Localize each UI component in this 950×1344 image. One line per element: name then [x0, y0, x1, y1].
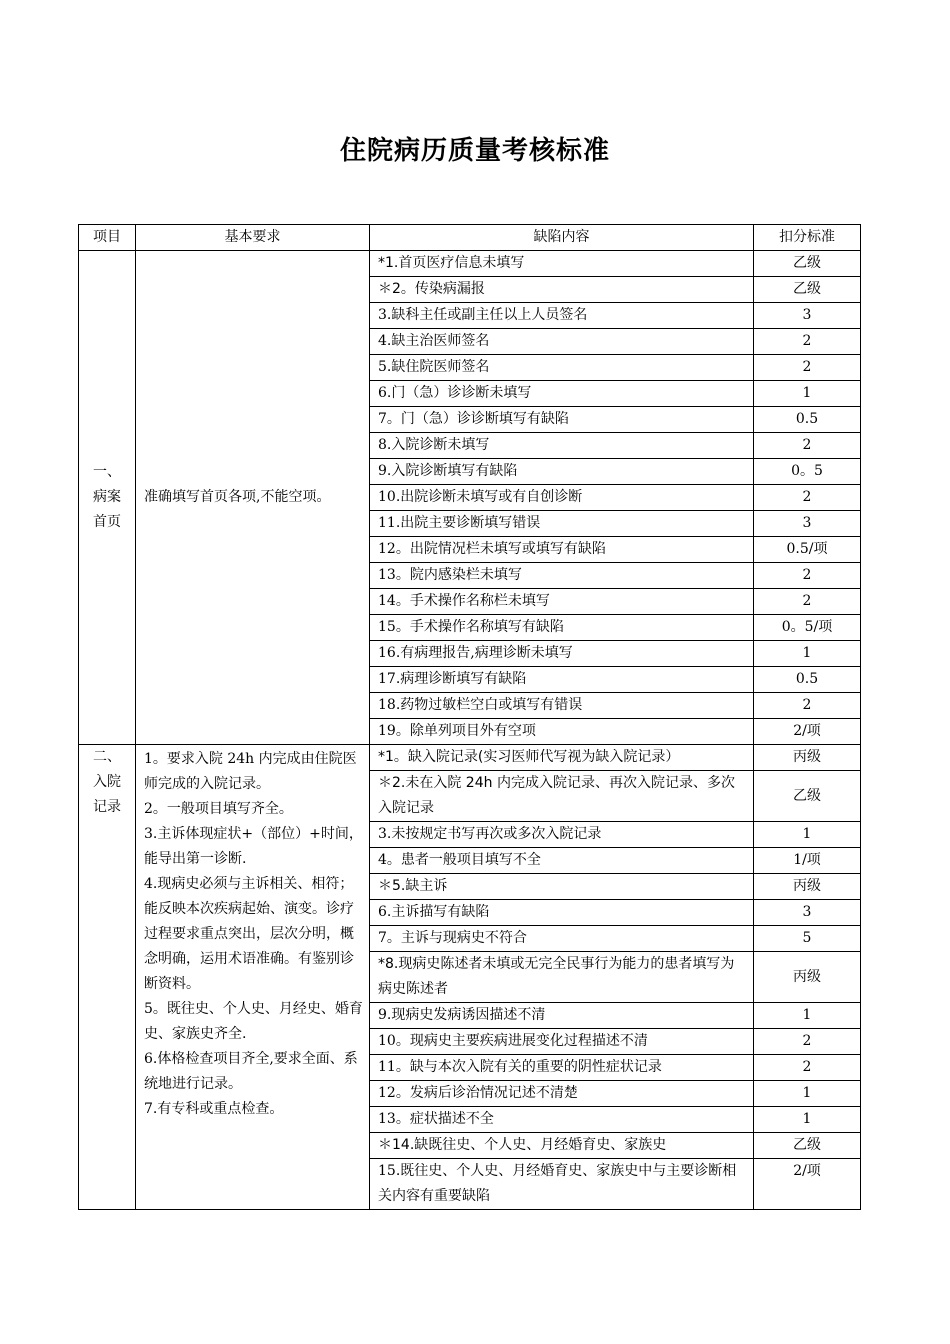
requirement-line: 1。要求入院 24h 内完成由住院医师完成的入院记录。 — [144, 751, 357, 792]
defect-cell: 9.入院诊断填写有缺陷 — [370, 459, 754, 485]
table-header-row — [79, 225, 861, 251]
document-title: 住院病历质量考核标准 — [339, 136, 610, 166]
header-item: 项目 — [79, 225, 136, 251]
requirement-line: 4.现病史必须与主诉相关、相符；能反映本次疾病起始、演变。诊疗过程要求重点突出，层次分明，概念明确，运用术语准确。有鉴别诊断资料。 — [144, 876, 354, 992]
defect-cell: 12。发病后诊治情况记述不清楚 — [370, 1081, 754, 1107]
header-defect: 缺陷内容 — [370, 225, 754, 251]
score-cell: 2 — [754, 693, 861, 719]
section-requirement-cell — [136, 745, 370, 1210]
quality-standard-table — [78, 224, 861, 1210]
defect-cell: 3.未按规定书写再次或多次入院记录 — [370, 822, 754, 848]
defect-cell: *1。缺入院记录(实习医师代写视为缺入院记录） — [370, 745, 754, 771]
defect-cell: 13。院内感染栏未填写 — [370, 563, 754, 589]
requirement-line: 3.主诉体现症状+（部位）+时间，能导出第一诊断. — [144, 826, 363, 867]
defect-cell: 13。症状描述不全 — [370, 1107, 754, 1133]
defect-cell: 5.缺住院医师签名 — [370, 355, 754, 381]
defect-cell: ＊2。传染病漏报 — [370, 277, 754, 303]
defect-cell: *8.现病史陈述者未填或无完全民事行为能力的患者填写为病史陈述者 — [370, 952, 754, 1003]
requirement-text: 准确填写首页各项,不能空项。 — [144, 489, 331, 505]
defect-cell: 15。手术操作名称填写有缺陷 — [370, 615, 754, 641]
score-cell: 0.5 — [754, 407, 861, 433]
section-item-line: 入院 — [93, 774, 121, 790]
section-item-cell — [79, 745, 136, 1210]
defect-cell: 7。门（急）诊诊断填写有缺陷 — [370, 407, 754, 433]
score-cell: 2/项 — [754, 1159, 861, 1210]
score-cell: 1 — [754, 1107, 861, 1133]
table-row — [79, 745, 861, 771]
defect-cell: 12。出院情况栏未填写或填写有缺陷 — [370, 537, 754, 563]
defect-cell: 3.缺科主任或副主任以上人员签名 — [370, 303, 754, 329]
score-cell: 乙级 — [754, 771, 861, 822]
section-item-cell — [79, 251, 136, 745]
requirement-line: 7.有专科或重点检查。 — [144, 1101, 284, 1117]
defect-cell: 6.门（急）诊诊断未填写 — [370, 381, 754, 407]
score-cell: 1 — [754, 1003, 861, 1029]
score-cell: 2 — [754, 485, 861, 511]
section-item-line: 首页 — [93, 514, 121, 530]
section-item-line: 记录 — [93, 799, 121, 815]
defect-cell: 11。缺与本次入院有关的重要的阴性症状记录 — [370, 1055, 754, 1081]
defect-cell: 16.有病理报告,病理诊断未填写 — [370, 641, 754, 667]
score-cell: 3 — [754, 900, 861, 926]
section-requirement-cell — [136, 251, 370, 745]
requirement-line: 2。一般项目填写齐全。 — [144, 801, 293, 817]
defect-cell: 17.病理诊断填写有缺陷 — [370, 667, 754, 693]
score-cell: 2 — [754, 1055, 861, 1081]
defect-cell: 11.出院主要诊断填写错误 — [370, 511, 754, 537]
defect-cell: 8.入院诊断未填写 — [370, 433, 754, 459]
defect-cell: 10.出院诊断未填写或有自创诊断 — [370, 485, 754, 511]
defect-cell: 4。患者一般项目填写不全 — [370, 848, 754, 874]
score-cell: 1 — [754, 641, 861, 667]
header-score: 扣分标准 — [754, 225, 861, 251]
score-cell: 3 — [754, 303, 861, 329]
defect-cell: ＊2.未在入院 24h 内完成入院记录、再次入院记录、多次入院记录 — [370, 771, 754, 822]
defect-cell: 6.主诉描写有缺陷 — [370, 900, 754, 926]
defect-cell: 4.缺主治医师签名 — [370, 329, 754, 355]
defect-cell: ＊14.缺既往史、个人史、月经婚育史、家族史 — [370, 1133, 754, 1159]
score-cell: 1 — [754, 1081, 861, 1107]
defect-cell: 15.既往史、个人史、月经婚育史、家族史中与主要诊断相关内容有重要缺陷 — [370, 1159, 754, 1210]
score-cell: 丙级 — [754, 745, 861, 771]
score-cell: 0。5/项 — [754, 615, 861, 641]
score-cell: 乙级 — [754, 277, 861, 303]
defect-cell: ＊5.缺主诉 — [370, 874, 754, 900]
score-cell: 2 — [754, 329, 861, 355]
defect-cell: 14。手术操作名称栏未填写 — [370, 589, 754, 615]
score-cell: 1/项 — [754, 848, 861, 874]
score-cell: 2 — [754, 1029, 861, 1055]
defect-cell: 19。除单列项目外有空项 — [370, 719, 754, 745]
score-cell: 2 — [754, 589, 861, 615]
score-cell: 0.5 — [754, 667, 861, 693]
score-cell: 乙级 — [754, 251, 861, 277]
section-item-line: 病案 — [93, 489, 121, 505]
header-requirement: 基本要求 — [136, 225, 370, 251]
score-cell: 5 — [754, 926, 861, 952]
score-cell: 0.5/项 — [754, 537, 861, 563]
score-cell: 2 — [754, 563, 861, 589]
score-cell: 丙级 — [754, 874, 861, 900]
section-item-line: 一、 — [93, 464, 121, 480]
score-cell: 2 — [754, 433, 861, 459]
score-cell: 丙级 — [754, 952, 861, 1003]
defect-cell: 9.现病史发病诱因描述不清 — [370, 1003, 754, 1029]
defect-cell: 18.药物过敏栏空白或填写有错误 — [370, 693, 754, 719]
score-cell: 3 — [754, 511, 861, 537]
table-row — [79, 251, 861, 277]
score-cell: 0。5 — [754, 459, 861, 485]
score-cell: 1 — [754, 381, 861, 407]
score-cell: 2 — [754, 355, 861, 381]
defect-cell: 10。现病史主要疾病进展变化过程描述不清 — [370, 1029, 754, 1055]
requirement-line: 6.体格检查项目齐全,要求全面、系统地进行记录。 — [144, 1051, 358, 1092]
section-item-line: 二、 — [93, 749, 121, 765]
score-cell: 2/项 — [754, 719, 861, 745]
defect-cell: 7。主诉与现病史不符合 — [370, 926, 754, 952]
defect-cell: *1.首页医疗信息未填写 — [370, 251, 754, 277]
requirement-line: 5。既往史、个人史、月经史、婚育史、家族史齐全. — [144, 1001, 363, 1042]
score-cell: 乙级 — [754, 1133, 861, 1159]
score-cell: 1 — [754, 822, 861, 848]
